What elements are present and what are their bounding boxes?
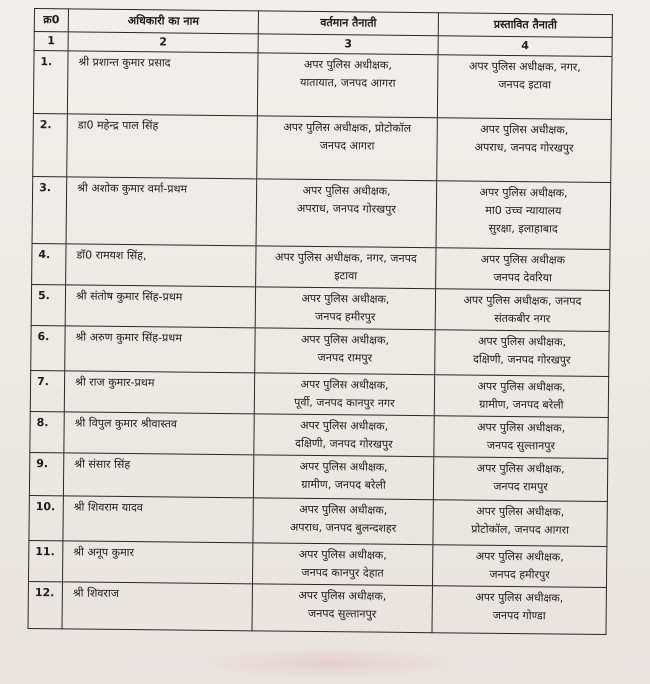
current-posting-line: दक्षिणी, जनपद गोरखपुर <box>295 436 393 451</box>
current-posting-cell <box>253 455 433 500</box>
current-posting-line: अपर पुलिस अधीक्षक, <box>299 502 388 517</box>
proposed-posting-line: संतकबीर नगर <box>494 311 551 326</box>
current-posting-cell <box>256 179 437 248</box>
proposed-posting-cell <box>436 248 610 291</box>
current-posting-cell <box>256 246 436 289</box>
table-row <box>28 581 606 634</box>
proposed-posting-cell <box>437 118 612 183</box>
officer-name-cell: श्री शिवराम यादव <box>63 496 253 543</box>
officer-name-cell: श्री शिवराज <box>62 582 252 631</box>
proposed-posting-line: जनपद देवरिया <box>493 270 552 285</box>
current-posting-cell <box>253 498 433 545</box>
current-posting-cell <box>252 543 432 586</box>
current-posting-line: जनपद हमीरपुर <box>315 309 376 324</box>
serial-number-cell: 11. <box>28 540 62 581</box>
current-posting-line: पूर्वी, जनपद कानपुर नगर <box>294 395 395 410</box>
current-posting-cell <box>257 53 438 118</box>
current-posting-line: अपर पुलिस अधीक्षक, <box>300 377 389 392</box>
table-row <box>33 51 612 120</box>
current-posting-line: जनपद सुल्तानपुर <box>308 606 377 621</box>
serial-number-cell: 10. <box>29 495 63 540</box>
officer-name-cell: श्री राज कुमार-प्रथम <box>64 371 254 414</box>
officer-name-cell: श्री संतोष कुमार सिंह-प्रथम <box>65 285 255 328</box>
current-posting-cell <box>255 328 435 375</box>
current-posting-line: अपराध, जनपद बुलन्दशहर <box>289 520 397 535</box>
proposed-posting-line: अपर पुलिस अधीक्षक, जनपद <box>463 293 582 308</box>
officer-name-cell: श्री संसार सिंह <box>63 453 253 498</box>
proposed-posting-line: मा0 उच्च न्यायालय <box>485 203 562 218</box>
header-officer-name: अधिकारी का नाम <box>68 9 258 34</box>
officer-transfer-table <box>27 8 612 635</box>
current-posting-line: अपर पुलिस अधीक्षक, <box>302 183 391 198</box>
current-posting-line: अपर पुलिस अधीक्षक, प्रोटोकॉल <box>283 120 412 135</box>
proposed-posting-line: जनपद हमीरपुर <box>489 567 550 582</box>
serial-number-cell: 6. <box>31 325 65 370</box>
ink-bleed-mark <box>200 648 460 678</box>
serial-number-cell: 3. <box>32 176 67 243</box>
serial-number-cell: 4. <box>32 243 66 284</box>
proposed-posting-line: अपर पुलिस अधीक्षक <box>480 252 566 267</box>
current-posting-line: जनपद आगरा <box>319 139 375 153</box>
current-posting-cell <box>252 584 432 633</box>
table-row <box>30 411 608 458</box>
proposed-posting-cell <box>435 289 609 332</box>
proposed-posting-line: जनपद रामपुर <box>493 479 548 494</box>
current-posting-cell <box>257 116 438 181</box>
current-posting-line: अपर पुलिस अधीक्षक, <box>298 547 387 562</box>
proposed-posting-cell <box>436 181 611 250</box>
table-row <box>32 243 610 290</box>
proposed-posting-cell <box>433 500 607 547</box>
proposed-posting-line: अपर पुलिस अधीक्षक, <box>476 461 565 476</box>
current-posting-line: अपराध, जनपद गोरखपुर <box>296 201 396 216</box>
proposed-posting-line: अपर पुलिस अधीक्षक, <box>477 420 566 435</box>
header-proposed-posting: प्रस्तावित तैनाती <box>438 13 612 38</box>
officer-name-cell: श्री अशोक कुमार वर्मा-प्रथम <box>66 177 257 246</box>
current-posting-line: अपर पुलिस अधीक्षक, <box>301 291 390 306</box>
serial-number-cell: 2. <box>33 113 68 176</box>
table-row <box>31 325 609 376</box>
serial-number-cell: 9. <box>29 452 63 495</box>
transfer-list-sheet <box>27 8 611 635</box>
table-row <box>33 113 612 182</box>
current-posting-line: अपर पुलिस अधीक्षक, <box>300 332 390 347</box>
officer-name-cell: डा0 महेन्द्र पाल सिंह <box>67 114 258 179</box>
proposed-posting-line: ग्रामीण, जनपद बरेली <box>479 397 564 412</box>
table-row <box>31 284 609 331</box>
proposed-posting-cell <box>434 416 608 459</box>
officer-name-cell: श्री विपुल कुमार श्रीवास्तव <box>64 412 254 455</box>
current-posting-line: अपर पुलिस अधीक्षक, नगर, जनपद <box>275 250 417 266</box>
proposed-posting-line: अपर पुलिस अधीक्षक, <box>477 379 566 394</box>
current-posting-cell <box>254 414 434 457</box>
proposed-posting-line: अपर पुलिस अधीक्षक, <box>477 334 567 349</box>
current-posting-line: जनपद रामपुर <box>317 350 373 365</box>
proposed-posting-line: अपर पुलिस अधीक्षक, <box>476 504 565 519</box>
proposed-posting-line: सुरक्षा, इलाहाबाद <box>488 221 558 236</box>
proposed-posting-cell <box>432 545 606 588</box>
serial-number-cell: 12. <box>28 581 62 628</box>
table-row <box>29 495 607 546</box>
current-posting-line: अपर पुलिस अधीक्षक, <box>300 418 389 433</box>
column-number: 4 <box>438 36 612 57</box>
officer-name-cell: डॉ0 रामयश सिंह, <box>66 244 256 287</box>
current-posting-line: अपर पुलिस अधीक्षक, <box>299 459 388 474</box>
current-posting-line: ग्रामीण, जनपद बरेली <box>301 477 386 492</box>
proposed-posting-line: अपर पुलिस अधीक्षक, <box>480 122 569 137</box>
current-posting-line: अपर पुलिस अधीक्षक, <box>298 588 387 603</box>
current-posting-line: अपर पुलिस अधीक्षक, <box>303 57 392 72</box>
serial-number-cell: 1. <box>33 51 68 114</box>
current-posting-line: जनपद कानपुर देहात <box>301 565 384 580</box>
proposed-posting-line: दक्षिणी, जनपद गोरखपुर <box>473 352 571 367</box>
proposed-posting-line: जनपद इटावा <box>498 77 552 92</box>
serial-number-cell: 7. <box>30 370 64 411</box>
officer-name-cell: श्री प्रशान्त कुमार प्रसाद <box>67 51 258 116</box>
serial-number-cell: 8. <box>30 411 64 452</box>
column-number: 2 <box>68 32 258 53</box>
table-row <box>30 370 608 417</box>
table-row <box>32 176 611 249</box>
column-number: 1 <box>34 32 68 51</box>
proposed-posting-cell <box>435 330 609 377</box>
officer-name-cell: श्री अनूप कुमार <box>62 541 252 584</box>
proposed-posting-cell <box>433 457 607 502</box>
serial-number-cell: 5. <box>31 284 65 325</box>
table-row <box>29 452 607 501</box>
proposed-posting-cell <box>432 586 606 635</box>
proposed-posting-line: अपराध, जनपद गोरखपुर <box>474 140 574 155</box>
header-current-posting: वर्तमान तैनाती <box>258 11 438 36</box>
header-serial: क्र0 <box>34 9 68 32</box>
officer-name-cell: श्री अरुण कुमार सिंह-प्रथम <box>65 326 255 373</box>
proposed-posting-line: अपर पुलिस अधीक्षक, नगर, <box>468 59 581 74</box>
current-posting-line: यातायात, जनपद आगरा <box>299 75 396 90</box>
current-posting-cell <box>254 373 434 416</box>
current-posting-cell <box>255 287 435 330</box>
proposed-posting-line: अपर पुलिस अधीक्षक, <box>475 590 564 605</box>
proposed-posting-line: जनपद सुल्तानपुर <box>486 438 556 453</box>
proposed-posting-line: अपर पुलिस अधीक्षक, <box>475 549 564 564</box>
proposed-posting-cell <box>434 375 608 418</box>
proposed-posting-line: अपर पुलिस अधीक्षक, <box>479 185 568 200</box>
proposed-posting-line: जनपद गोण्डा <box>492 608 546 623</box>
column-number: 3 <box>258 34 438 55</box>
table-row <box>28 540 606 587</box>
proposed-posting-line: प्रोटोकॉल, जनपद आगरा <box>471 522 570 537</box>
current-posting-line: इटावा <box>334 269 358 283</box>
proposed-posting-cell <box>437 55 612 120</box>
